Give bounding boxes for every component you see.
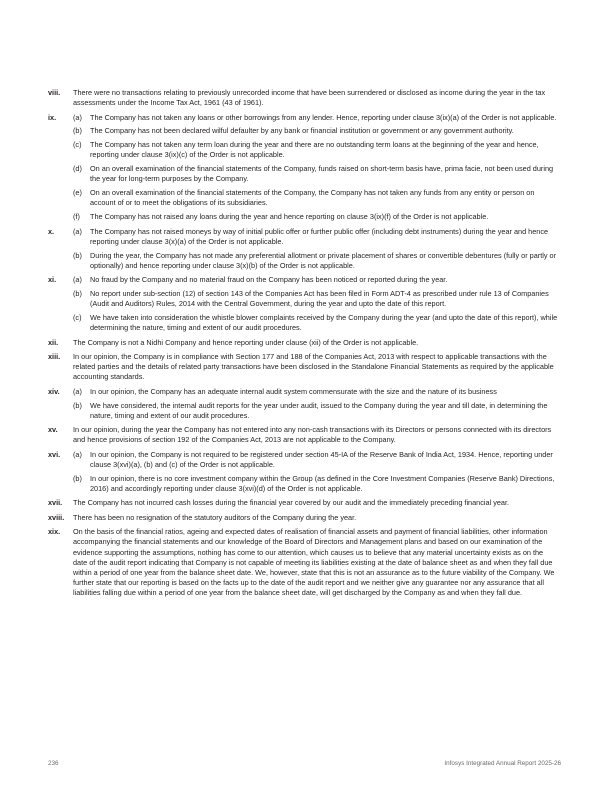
sub-clause-text: No fraud by the Company and no material fraud on the Company has been noticed or reported during the year. [90,275,448,285]
sub-clause-text: We have considered, the internal audit reports for the year under audit, issued to the Company during the year and till date, in determining the nature, timing and extent of our audit procedures. [90,400,548,420]
sub-clause [73,140,558,160]
clause-number: xi. [48,275,57,285]
clause-text: There has been no resignation of the statutory auditors of the Company during the year. [73,512,357,522]
sub-clause-text: The Company has not taken any loans or other borrowings from any lender. Hence, reporting under clause 3(ix)(a) of the Order is not applicable. [90,112,557,122]
sub-clause-letter: (b) [73,250,82,260]
clause-body [73,387,558,421]
clause-text: The Company has not incurred cash losses during the financial year covered by our audit and the immediately preceding financial year. [73,498,510,508]
clause-item [48,527,558,598]
sub-clause [73,212,558,222]
clause-item [48,275,558,333]
sub-clause-letter: (d) [73,164,82,174]
sub-clause-text: On an overall examination of the financial statements of the Company, funds raised on short-term basis have, prima facie, not been used during the year for long-term purposes by the Company. [90,164,554,184]
clause-body [73,498,558,508]
sub-clause-letter: (a) [73,226,82,236]
sub-clause-text: The Company has not been declared wilful defaulter by any bank or financial institution or government or any government authority. [90,126,514,136]
sub-clause-letter: (e) [73,188,82,198]
clause-item [48,338,558,348]
clause-number: xiv. [48,386,60,396]
clause-body [73,527,558,598]
clause-number: viii. [48,88,61,97]
clause-number: xix. [48,527,61,537]
sub-clause-text: In our opinion, the Company has an adequate internal audit system commensurate with the size and the nature of its business [90,386,497,396]
clause-body [73,425,558,445]
clause-body [73,227,558,271]
sub-clause-letter: (f) [73,212,80,222]
sub-clause [73,164,558,184]
clause-text: There were no transactions relating to previously unrecorded income that have been surrendered or disclosed as income during the year in the tax assessments under the Income Tax Act, 1961 (43 of 1961). [73,88,546,108]
clause-body [73,113,558,223]
sub-clause-letter: (b) [73,473,82,483]
clause-number: x. [48,226,55,236]
page-number: 236 [48,760,59,767]
sub-clause-letter: (b) [73,288,82,298]
clause-item [48,425,558,445]
clause-number: xiii. [48,351,61,361]
clause-number: xv. [48,425,58,435]
clause-item [48,387,558,421]
report-title: Infosys Integrated Annual Report 2025-26 [444,760,561,767]
sub-clause-text: In our opinion, the Company is not required to be registered under section 45-IA of the Reserve Bank of India Act, 1934. Hence, reporting under clause 3(xvi)(a), (b) and (c) of the Order is not applicable. [90,449,553,469]
clause-item [48,498,558,508]
sub-clause [73,275,558,285]
sub-clause-text: On an overall examination of the financial statements of the Company, the Company has not taken any funds from any entity or person on account of or to meet the obligations of its subsidiaries. [90,188,535,208]
clause-text: On the basis of the financial ratios, ageing and expected dates of realisation of financial assets and payment of financial liabilities, other information accompanying the financial statements and our knowledge of the Board of Directors and Management plans and based on our examination of the evidence supporting the assumptions, nothing has come to our attention, which causes us to believe that any material uncertainty exists as on the date of the audit report indicating that Company is not capable of meeting its liabilities existing at the date of balance sheet as and when they fall due within a period of one year from the balance sheet date. We, however, state that this is not an assurance as to the future viability of the Company. We further state that our reporting is based on the facts up to the date of the audit report and we neither give any guarantee nor any assurance that all liabilities falling due within a period of one year from the balance sheet date, will get discharged by the Company as and when they fall due. [73,527,555,598]
sub-clause [73,450,558,470]
sub-clause [73,188,558,208]
sub-clause-letter: (c) [73,140,82,150]
clause-body [73,450,558,494]
sub-clause-letter: (b) [73,400,82,410]
clause-item [48,513,558,523]
clause-body [73,275,558,333]
clause-text: In our opinion, during the year the Company has not entered into any non-cash transactions with its Directors or persons connected with its directors and hence provisions of section 192 of the Companies Act, 2013 are not applicable to the Company. [73,425,552,445]
sub-clause-letter: (b) [73,126,82,136]
clause-text: In our opinion, the Company is in compliance with Section 177 and 188 of the Companies Act, 2013 with respect to applicable transactions with the related parties and the details of related party transactions have been disclosed in the Standalone Financial Statements as required by the applicable accounting standards. [73,351,554,382]
sub-clause [73,126,558,136]
sub-clause-text: In our opinion, there is no core investment company within the Group (as defined in the Core Investment Companies (Reserve Bank) Directions, 2016) and accordingly reporting under clause 3(xvi)(d) of the Order is not applicable. [90,473,555,493]
clause-number: xvii. [48,498,63,508]
sub-clause [73,251,558,271]
clause-body [73,88,558,108]
sub-clause-letter: (a) [73,449,82,459]
clause-number: xii. [48,337,59,347]
sub-clause [73,113,558,123]
sub-clause [73,474,558,494]
sub-clause-text: The Company has not raised any loans during the year and hence reporting on clause 3(ix)(f) of the Order is not applicable. [90,212,489,222]
clause-text: The Company is not a Nidhi Company and hence reporting under clause (xii) of the Order is not applicable. [73,337,419,347]
sub-clause [73,289,558,309]
sub-clause [73,387,558,397]
report-body [48,88,558,603]
sub-clause-letter: (a) [73,275,82,285]
sub-clause [73,313,558,333]
sub-clause-letter: (a) [73,386,82,396]
sub-clause-text: The Company has not taken any term loan during the year and there are no outstanding term loans at the beginning of the year and hence, reporting under clause 3(ix)(c) of the Order is not applicable. [90,140,539,160]
sub-clause [73,227,558,247]
clause-number: ix. [48,112,57,122]
sub-clause-letter: (a) [73,112,82,122]
clause-item [48,352,558,383]
clause-number: xvi. [48,449,61,459]
sub-clause-text: The Company has not raised moneys by way of initial public offer or further public offer (including debt instruments) during the year and hence reporting under clause 3(x)(a) of the Order is not applicable. [90,226,549,246]
sub-clause-letter: (c) [73,312,82,322]
clause-item [48,227,558,271]
clause-item [48,450,558,494]
clause-body [73,352,558,383]
clause-number: xviii. [48,512,65,522]
sub-clause-text: We have taken into consideration the whistle blower complaints received by the Company during the year (and upto the date of this report), while determining the nature, timing and extent of our audit procedures. [90,312,558,333]
sub-clause-text: No report under sub-section (12) of section 143 of the Companies Act has been filed in Form ADT-4 as prescribed under rule 13 of Companies (Audit and Auditors) Rules, 2014 with the Central Government, during the year and upto the date of this report. [90,288,549,309]
sub-clause-text: During the year, the Company has not made any preferential allotment or private placement of shares or convertible debentures (fully or partly or optionally) and hence reporting under clause 3(x)(b) of the Order is not applicable. [90,250,557,270]
clause-item [48,88,558,108]
clause-body [73,513,558,523]
sub-clause [73,401,558,421]
clause-body [73,338,558,348]
clause-item [48,113,558,223]
